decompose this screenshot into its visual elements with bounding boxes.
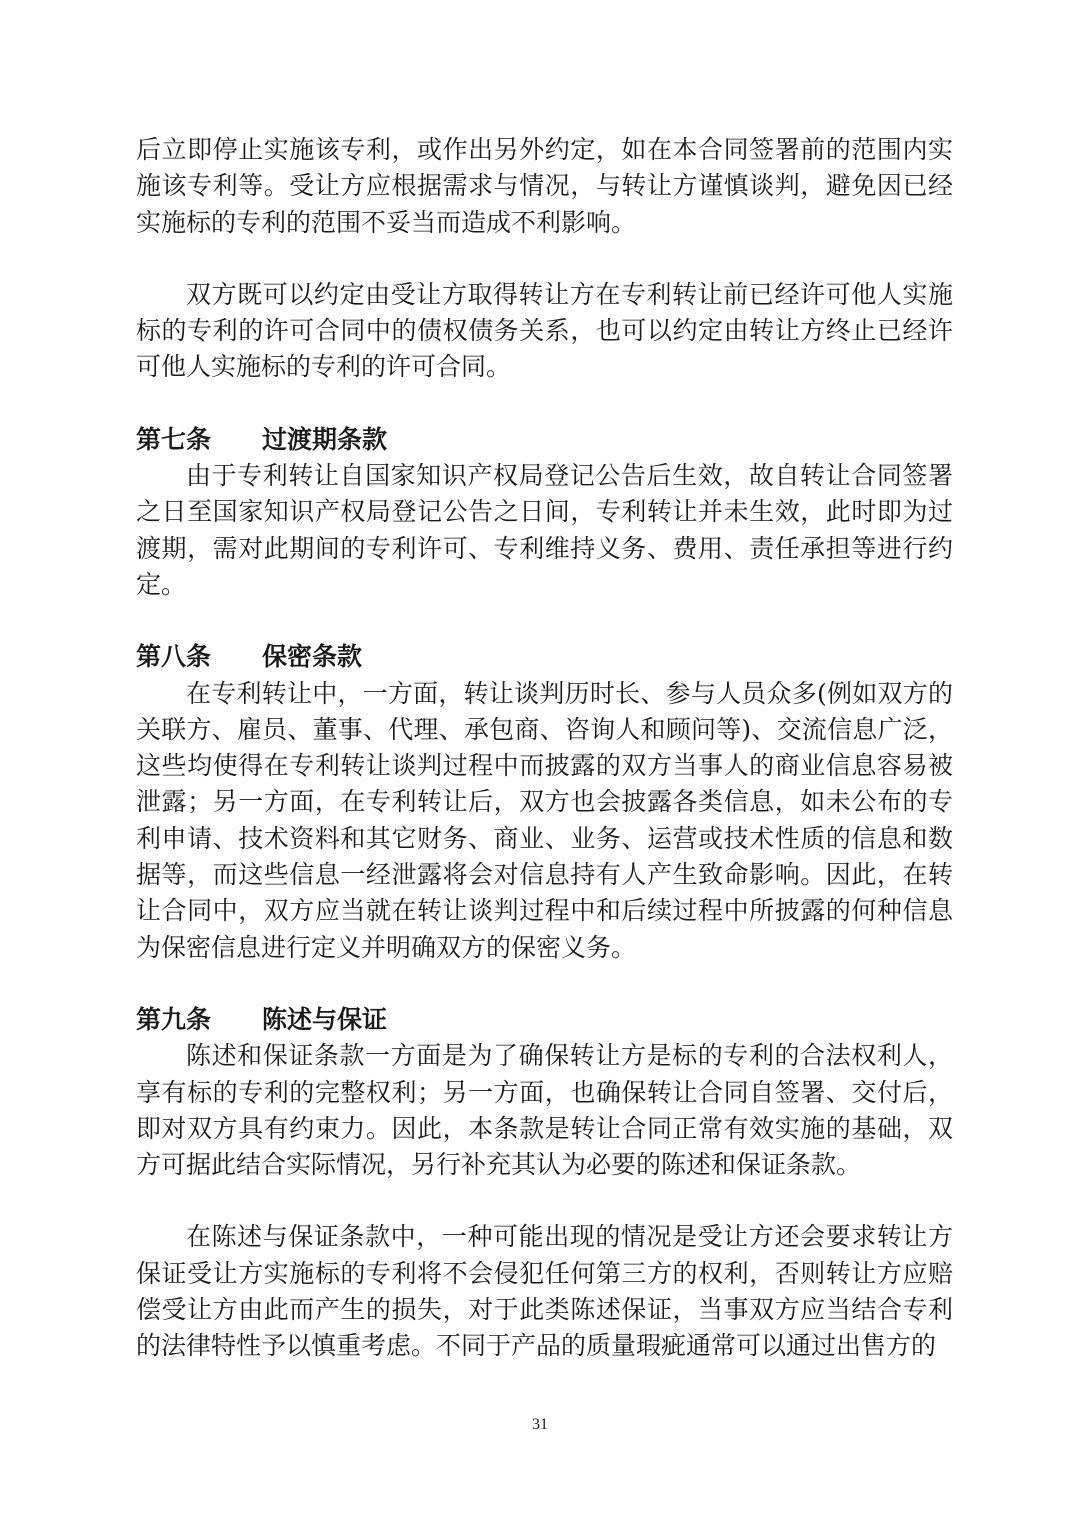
paragraph: 由于专利转让自国家知识产权局登记公告后生效，故自转让合同签署之日至国家知识产权局登记公告之日间，专利转让并未生效，此时即为过渡期，需对此期间的专利许可、专利维持义务、费用、责任承担等进行约定。 [136, 461, 953, 599]
paragraph: 在陈述与保证条款中，一种可能出现的情况是受让方还会要求转让方保证受让方实施标的专利将不会侵犯任何第三方的权利，否则转让方应赔偿受让方由此而产生的损失，对于此类陈述保证，当事双方应当结合专利的法律特性予以慎重考虑。不同于产品的质量瑕疵通常可以通过出售方的 [136, 1222, 953, 1361]
section-heading-7 [136, 422, 953, 458]
paragraph-gap [136, 1183, 953, 1219]
section-heading-8 [136, 639, 953, 675]
section-title: 保密条款 [262, 642, 363, 672]
paragraph-gap [136, 603, 953, 639]
section-title: 陈述与保证 [262, 1004, 388, 1034]
paragraph: 在专利转让中，一方面，转让谈判历时长、参与人员众多(例如双方的关联方、雇员、董事、代理、承包商、咨询人和顾问等)、交流信息广泛，这些均使得在专利转让谈判过程中而披露的双方当事人的商业信息容易被泄露；另一方面，在专利转让后，双方也会披露各类信息，如未公布的专利申请、技术资料和其它财务、商业、业务、运营或技术性质的信息和数据等，而这些信息一经泄露将会对信息持有人产生致命影响。因此，在转让合同中，双方应当就在转让谈判过程中和后续过程中所披露的何种信息为保密信息进行定义并明确双方的保密义务。 [136, 678, 953, 962]
document-body [136, 132, 953, 1365]
paragraph: 双方既可以约定由受让方取得转让方在专利转让前已经许可他人实施标的专利的许可合同中的债权债务关系，也可以约定由转让方终止已经许可他人实施标的专利的许可合同。 [136, 279, 953, 382]
section-heading-9 [136, 1002, 953, 1038]
paragraph-gap [136, 966, 953, 1002]
section-number: 第九条 [136, 1004, 212, 1034]
section-number: 第七条 [136, 424, 212, 454]
section-title: 过渡期条款 [262, 424, 388, 454]
paragraph: 陈述和保证条款一方面是为了确保转让方是标的专利的合法权利人，享有标的专利的完整权利；另一方面，也确保转让合同自签署、交付后，即对双方具有约束力。因此，本条款是转让合同正常有效实施的基础，双方可据此结合实际情况，另行补充其认为必要的陈述和保证条款。 [136, 1041, 953, 1180]
page-number: 31 [532, 1416, 548, 1433]
paragraph-gap [136, 241, 953, 277]
paragraph: 后立即停止实施该专利，或作出另外约定，如在本合同签署前的范围内实施该专利等。受让方应根据需求与情况，与转让方谨慎谈判，避免因已经实施标的专利的范围不妥当而造成不利影响。 [136, 135, 953, 237]
paragraph-gap [136, 386, 953, 422]
section-number: 第八条 [136, 642, 212, 672]
